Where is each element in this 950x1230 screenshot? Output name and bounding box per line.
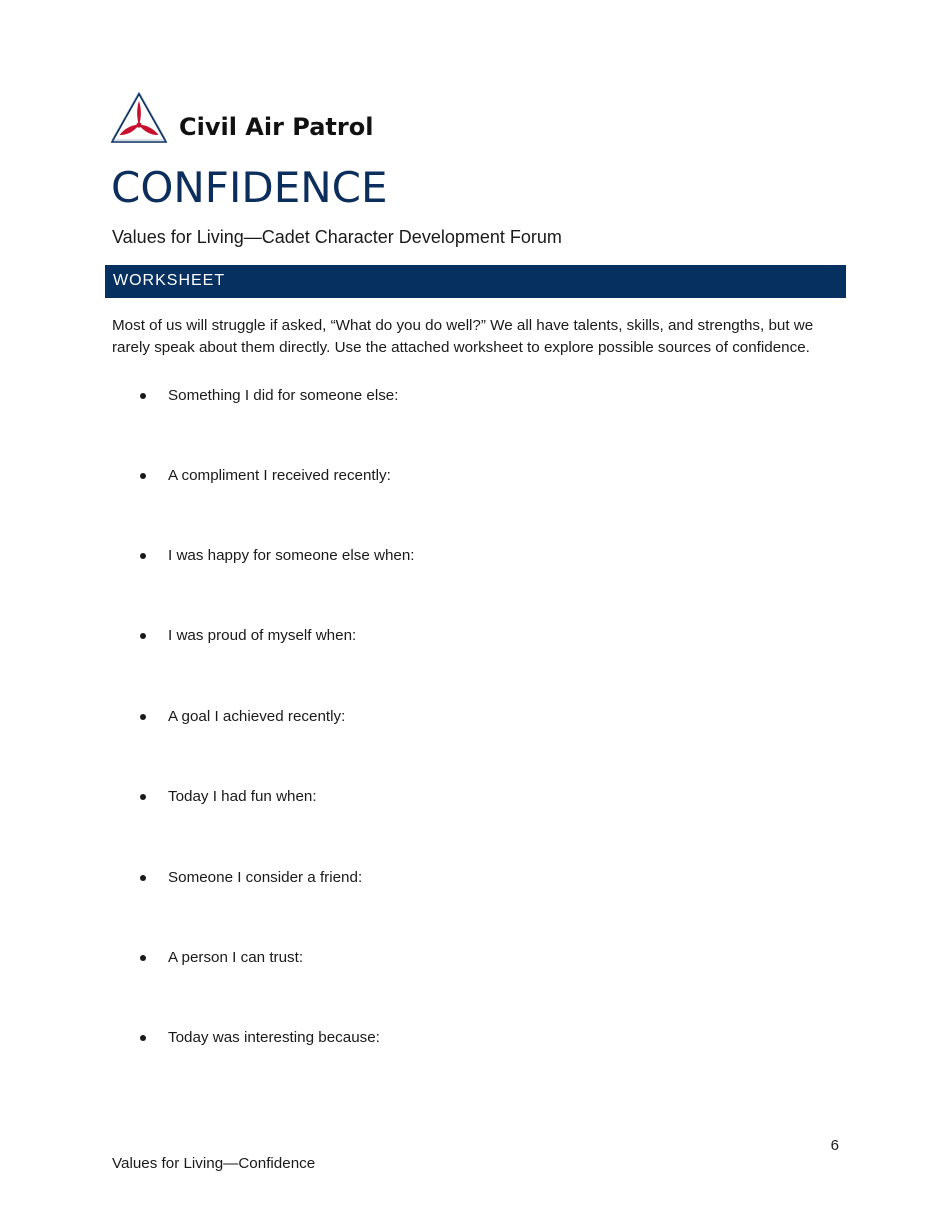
section-header-label: WORKSHEET (113, 272, 226, 289)
prompt-text: Today I had fun when: (168, 788, 317, 805)
bullet-icon (140, 1035, 146, 1041)
prompt-text: Someone I consider a friend: (168, 869, 363, 886)
prompt-text: A goal I achieved recently: (168, 708, 346, 725)
bullet-icon (140, 473, 146, 479)
prompt-text: I was proud of myself when: (168, 627, 357, 644)
intro-paragraph: Most of us will struggle if asked, “What do you do well?” We all have talents, skills, and strengths, but we rarely speak about them directly. Use the attached worksheet to explore possible sources of confidence. (112, 317, 814, 356)
prompt-text: Something I did for someone else: (168, 387, 399, 404)
list-item (140, 786, 317, 808)
list-item (140, 625, 356, 647)
document-title: CONFIDENCE (111, 163, 388, 212)
bullet-icon (140, 393, 146, 399)
bullet-icon (140, 794, 146, 800)
document-subtitle: Values for Living—Cadet Character Development Forum (112, 227, 562, 247)
page-number: 6 (830, 1137, 839, 1154)
list-item (140, 545, 415, 567)
list-item (140, 1027, 380, 1049)
civil-air-patrol-logo-icon (110, 92, 168, 144)
list-item (140, 385, 398, 407)
list-item (140, 706, 345, 728)
org-logo (110, 92, 373, 144)
org-name: Civil Air Patrol (179, 113, 374, 141)
bullet-icon (140, 714, 146, 720)
bullet-icon (140, 553, 146, 559)
prompt-text: A person I can trust: (168, 949, 304, 966)
list-item (140, 465, 391, 487)
footer-text: Values for Living—Confidence (112, 1155, 316, 1172)
list-item (140, 867, 362, 889)
prompt-text: I was happy for someone else when: (168, 547, 415, 564)
prompt-text: Today was interesting because: (168, 1029, 380, 1046)
bullet-icon (140, 955, 146, 961)
bullet-icon (140, 875, 146, 881)
prompt-text: A compliment I received recently: (168, 467, 391, 484)
bullet-icon (140, 633, 146, 639)
list-item (140, 947, 303, 969)
section-header-bar (105, 265, 846, 298)
